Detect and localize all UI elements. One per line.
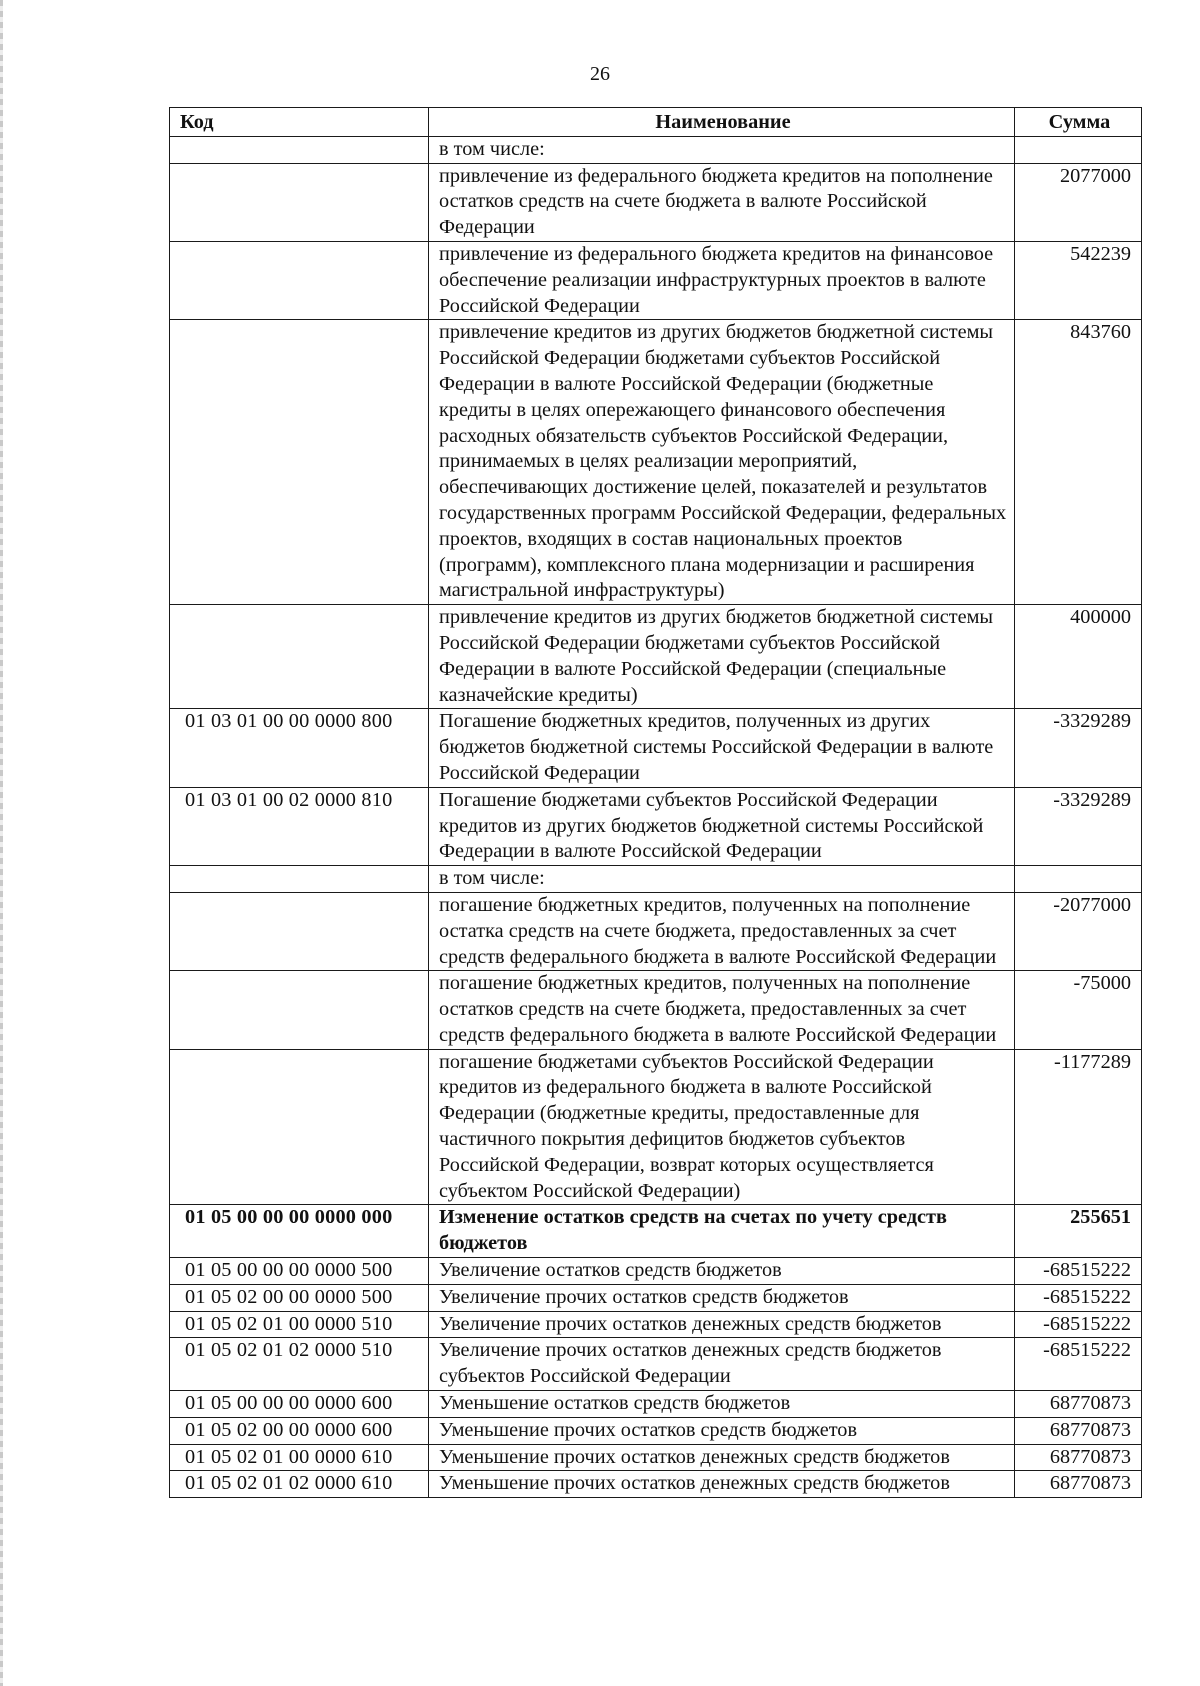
name-cell: Уменьшение прочих остатков денежных средств бюджетов xyxy=(429,1471,1015,1498)
sum-cell: -3329289 xyxy=(1015,709,1142,787)
table-row xyxy=(170,136,1142,163)
code-cell xyxy=(170,163,429,241)
table-row xyxy=(170,971,1142,1049)
header-code: Код xyxy=(170,108,429,137)
code-cell xyxy=(170,320,429,605)
table-row xyxy=(170,1338,1142,1391)
table-row xyxy=(170,892,1142,970)
sum-cell: 68770873 xyxy=(1015,1444,1142,1471)
table-body xyxy=(170,136,1142,1497)
sum-cell: 400000 xyxy=(1015,605,1142,709)
sum-cell: 68770873 xyxy=(1015,1391,1142,1418)
sum-cell: -1177289 xyxy=(1015,1049,1142,1205)
table-row xyxy=(170,1258,1142,1285)
table-row xyxy=(170,163,1142,241)
header-name: Наименование xyxy=(429,108,1015,137)
sum-cell: -68515222 xyxy=(1015,1311,1142,1338)
name-cell: Уменьшение остатков средств бюджетов xyxy=(429,1391,1015,1418)
name-cell: привлечение кредитов из других бюджетов бюджетной системы Российской Федерации бюджетами субъектов Российской Федерации в валюте Российской Федерации (специальные казначейские кредиты) xyxy=(429,605,1015,709)
code-cell: 01 03 01 00 02 0000 810 xyxy=(170,787,429,865)
name-cell: привлечение из федерального бюджета кредитов на пополнение остатков средств на счете бюджета в валюте Российской Федерации xyxy=(429,163,1015,241)
code-cell: 01 05 02 01 00 0000 610 xyxy=(170,1444,429,1471)
code-cell xyxy=(170,866,429,893)
table-row xyxy=(170,1205,1142,1258)
name-cell: Увеличение прочих остатков средств бюджетов xyxy=(429,1284,1015,1311)
table-row xyxy=(170,1417,1142,1444)
table-row xyxy=(170,709,1142,787)
name-cell: Увеличение прочих остатков денежных средств бюджетов субъектов Российской Федерации xyxy=(429,1338,1015,1391)
name-cell: Погашение бюджетами субъектов Российской Федерации кредитов из других бюджетов бюджетной системы Российской Федерации в валюте Российской Федерации xyxy=(429,787,1015,865)
name-cell: погашение бюджетных кредитов, полученных на пополнение остатков средств на счете бюджета, предоставленных за счет средств федерального бюджета в валюте Российской Федерации xyxy=(429,971,1015,1049)
code-cell: 01 05 00 00 00 0000 600 xyxy=(170,1391,429,1418)
code-cell: 01 05 02 01 02 0000 610 xyxy=(170,1471,429,1498)
name-cell: Изменение остатков средств на счетах по учету средств бюджетов xyxy=(429,1205,1015,1258)
code-cell: 01 05 02 00 00 0000 600 xyxy=(170,1417,429,1444)
table-row xyxy=(170,1444,1142,1471)
name-cell: Уменьшение прочих остатков денежных средств бюджетов xyxy=(429,1444,1015,1471)
table-row xyxy=(170,1311,1142,1338)
sum-cell: 68770873 xyxy=(1015,1417,1142,1444)
scan-edge xyxy=(0,0,3,1686)
code-cell: 01 03 01 00 00 0000 800 xyxy=(170,709,429,787)
sum-cell: -3329289 xyxy=(1015,787,1142,865)
sum-cell: -68515222 xyxy=(1015,1258,1142,1285)
code-cell: 01 05 02 01 02 0000 510 xyxy=(170,1338,429,1391)
name-cell: привлечение кредитов из других бюджетов бюджетной системы Российской Федерации бюджетами субъектов Российской Федерации в валюте Российской Федерации (бюджетные кредиты в целях опережающего финансового обеспечения расходных обязательств субъектов Российской Федерации, принимаемых в целях реализации мероприятий, обеспечивающих достижение целей, показателей и результатов государственных программ Российской Федерации, федеральных проектов, входящих в состав национальных проектов (программ), комплексного плана модернизации и расширения магистральной инфраструктуры) xyxy=(429,320,1015,605)
page-number: 26 xyxy=(590,63,610,85)
name-cell: привлечение из федерального бюджета кредитов на финансовое обеспечение реализации инфраструктурных проектов в валюте Российской Федерации xyxy=(429,241,1015,319)
code-cell xyxy=(170,971,429,1049)
name-cell: погашение бюджетных кредитов, полученных на пополнение остатка средств на счете бюджета, предоставленных за счет средств федерального бюджета в валюте Российской Федерации xyxy=(429,892,1015,970)
sum-cell: 843760 xyxy=(1015,320,1142,605)
sum-cell: -68515222 xyxy=(1015,1338,1142,1391)
header-sum: Сумма xyxy=(1015,108,1142,137)
table-row xyxy=(170,1049,1142,1205)
name-cell: Погашение бюджетных кредитов, полученных из других бюджетов бюджетной системы Российской Федерации в валюте Российской Федерации xyxy=(429,709,1015,787)
name-cell: Уменьшение прочих остатков средств бюджетов xyxy=(429,1417,1015,1444)
code-cell: 01 05 02 01 00 0000 510 xyxy=(170,1311,429,1338)
sum-cell xyxy=(1015,136,1142,163)
table-row xyxy=(170,241,1142,319)
table-row xyxy=(170,787,1142,865)
sum-cell: 68770873 xyxy=(1015,1471,1142,1498)
code-cell xyxy=(170,1049,429,1205)
budget-sources-table xyxy=(169,107,1142,1498)
name-cell: Увеличение прочих остатков денежных средств бюджетов xyxy=(429,1311,1015,1338)
table-row xyxy=(170,1471,1142,1498)
name-cell: Увеличение остатков средств бюджетов xyxy=(429,1258,1015,1285)
table-row xyxy=(170,320,1142,605)
sum-cell: 2077000 xyxy=(1015,163,1142,241)
code-cell xyxy=(170,605,429,709)
code-cell: 01 05 02 00 00 0000 500 xyxy=(170,1284,429,1311)
sum-cell: 542239 xyxy=(1015,241,1142,319)
sum-cell: 255651 xyxy=(1015,1205,1142,1258)
sum-cell: -68515222 xyxy=(1015,1284,1142,1311)
table-row xyxy=(170,1284,1142,1311)
code-cell xyxy=(170,892,429,970)
table-row xyxy=(170,605,1142,709)
table-row xyxy=(170,1391,1142,1418)
code-cell xyxy=(170,241,429,319)
sum-cell: -75000 xyxy=(1015,971,1142,1049)
code-cell: 01 05 00 00 00 0000 000 xyxy=(170,1205,429,1258)
table-row xyxy=(170,866,1142,893)
code-cell: 01 05 00 00 00 0000 500 xyxy=(170,1258,429,1285)
code-cell xyxy=(170,136,429,163)
name-cell: в том числе: xyxy=(429,136,1015,163)
sum-cell: -2077000 xyxy=(1015,892,1142,970)
name-cell: погашение бюджетами субъектов Российской Федерации кредитов из федерального бюджета в валюте Российской Федерации (бюджетные кредиты, предоставленные для частичного покрытия дефицитов бюджетов субъектов Российской Федерации, возврат которых осуществляется субъектом Российской Федерации) xyxy=(429,1049,1015,1205)
name-cell: в том числе: xyxy=(429,866,1015,893)
sum-cell xyxy=(1015,866,1142,893)
table-header-row xyxy=(170,108,1142,137)
